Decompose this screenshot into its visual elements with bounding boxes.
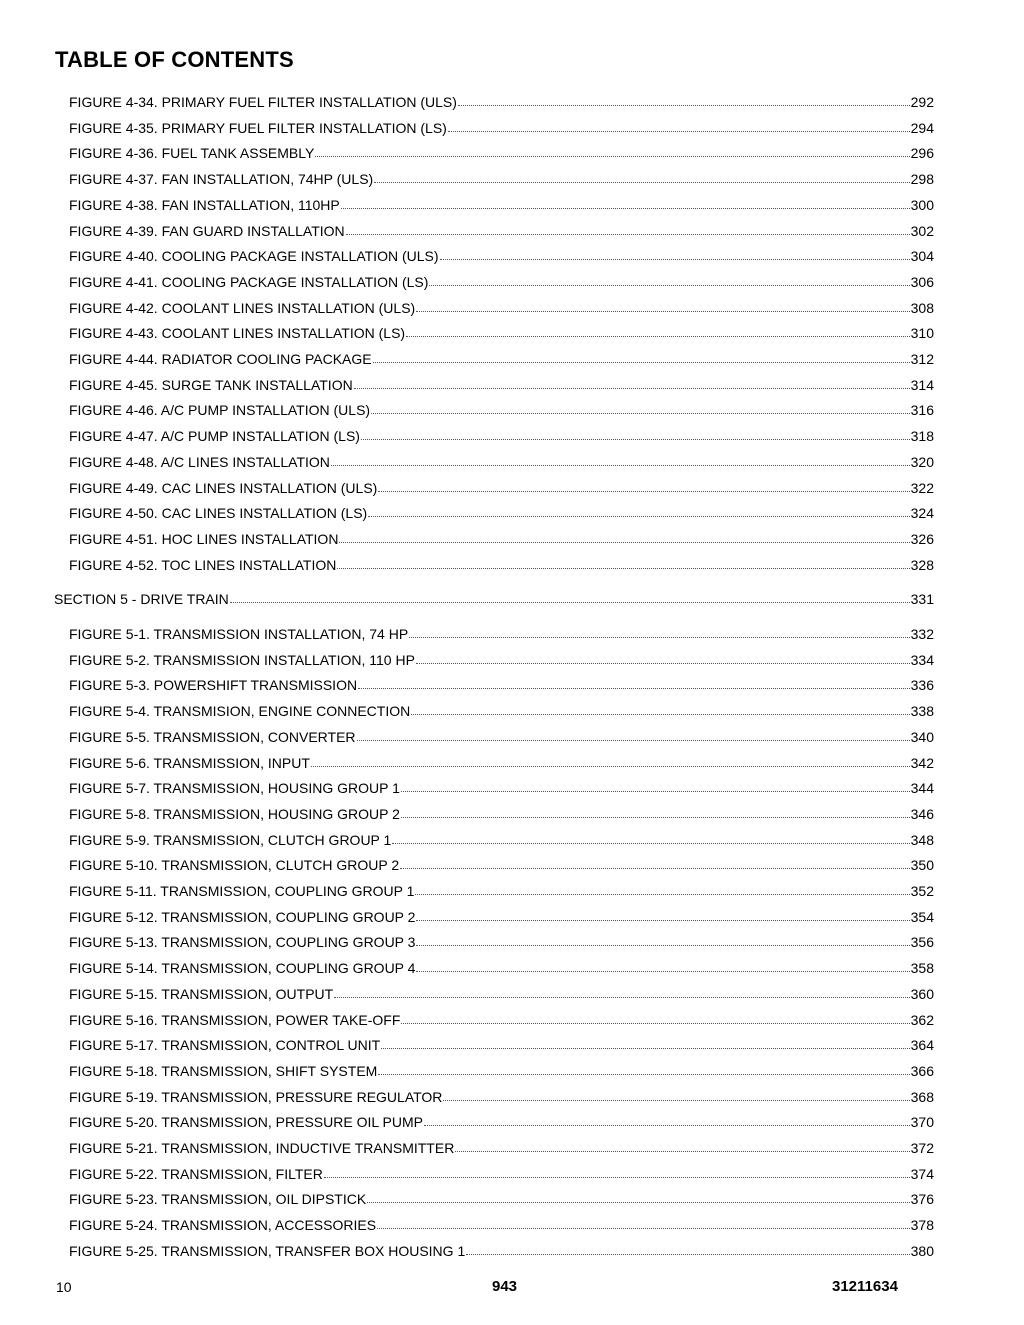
toc-entry-label: FIGURE 4-52. TOC LINES INSTALLATION (69, 556, 337, 573)
toc-figure-entry[interactable] (69, 832, 934, 848)
toc-entry-page: 354 (910, 908, 934, 925)
dot-leader (373, 351, 910, 363)
toc-entry-page: 362 (910, 1011, 934, 1028)
toc-entry-page: 352 (910, 883, 934, 899)
toc-figure-entry[interactable] (69, 1217, 934, 1233)
dot-leader (409, 626, 909, 638)
toc-entry-page: 314 (910, 376, 934, 393)
toc-entry-label: FIGURE 5-24. TRANSMISSION, ACCESSORIES (69, 1217, 377, 1234)
dot-leader (337, 557, 909, 569)
toc-entry-label: FIGURE 5-1. TRANSMISSION INSTALLATION, 74 HP (69, 626, 409, 642)
toc-figure-entry[interactable] (69, 94, 934, 110)
dot-leader (354, 377, 910, 389)
toc-entry-label: FIGURE 4-42. COOLANT LINES INSTALLATION (ULS) (69, 299, 416, 316)
toc-entry-page: 312 (910, 351, 934, 367)
toc-figure-entry[interactable] (69, 1114, 934, 1130)
toc-entry-page: 300 (910, 196, 934, 213)
toc-entry-page: 302 (910, 222, 934, 239)
dot-leader (377, 1217, 910, 1229)
dot-leader (411, 703, 909, 715)
dot-leader (401, 806, 910, 818)
toc-figure-entry[interactable] (69, 883, 934, 899)
toc-figure-entry[interactable] (69, 986, 934, 1002)
dot-leader (378, 480, 909, 492)
toc-entry-label: FIGURE 4-49. CAC LINES INSTALLATION (ULS) (69, 479, 378, 496)
dot-leader (455, 1140, 909, 1152)
toc-entry-label: FIGURE 5-14. TRANSMISSION, COUPLING GROUP 4 (69, 960, 416, 977)
dot-leader (424, 1114, 910, 1126)
toc-figure-entry[interactable] (69, 909, 934, 925)
toc-entry-label: FIGURE 4-45. SURGE TANK INSTALLATION (69, 376, 353, 393)
toc-entry-page: 322 (910, 479, 934, 496)
toc-figure-entry[interactable] (69, 274, 934, 290)
toc-figure-entry[interactable] (69, 729, 934, 745)
toc-figure-entry[interactable] (69, 1140, 934, 1156)
dot-leader (401, 1012, 909, 1024)
toc-entry-page: 336 (910, 677, 934, 694)
dot-leader (361, 428, 910, 440)
toc-entry-label: FIGURE 4-48. A/C LINES INSTALLATION (69, 453, 330, 470)
toc-entry-page: 370 (910, 1114, 934, 1131)
dot-leader (443, 1089, 909, 1101)
toc-entry-label: FIGURE 5-7. TRANSMISSION, HOUSING GROUP 1 (69, 780, 400, 797)
dot-leader (406, 325, 910, 337)
toc-entry-page: 346 (910, 805, 934, 822)
toc-entry-page: 296 (910, 145, 934, 162)
toc-figure-entry[interactable] (69, 1063, 934, 1079)
toc-entry-page: 331 (910, 591, 934, 608)
toc-entry-page: 310 (910, 325, 934, 342)
toc-figure-entry[interactable] (69, 248, 934, 264)
toc-entry-page: 338 (910, 703, 934, 720)
toc-figure-entry[interactable] (69, 171, 934, 187)
toc-entry-page: 366 (910, 1062, 934, 1079)
toc-entry-label: FIGURE 4-36. FUEL TANK ASSEMBLY (69, 145, 315, 162)
dot-leader (378, 1063, 909, 1075)
toc-figure-entry[interactable] (69, 1012, 934, 1028)
toc-entry-label: FIGURE 4-43. COOLANT LINES INSTALLATION (LS) (69, 325, 406, 342)
toc-entry-page: 378 (910, 1217, 934, 1234)
toc-figure-entry[interactable] (69, 402, 934, 418)
dot-leader (331, 454, 910, 466)
toc-figure-entry[interactable] (69, 377, 934, 393)
toc-entry-page: 358 (910, 960, 934, 977)
dot-leader (315, 145, 909, 157)
dot-leader (392, 832, 909, 844)
dot-leader (400, 857, 910, 869)
toc-figure-entry[interactable] (69, 780, 934, 796)
dot-leader (381, 1037, 909, 1049)
toc-entry-label: FIGURE 5-19. TRANSMISSION, PRESSURE REGULATOR (69, 1088, 443, 1105)
toc-figure-entry[interactable] (69, 300, 934, 316)
toc-entry-page: 326 (910, 530, 934, 547)
toc-entry-page: 324 (910, 505, 934, 522)
dot-leader (357, 729, 910, 741)
toc-figure-entry[interactable] (69, 325, 934, 341)
toc-entry-page: 344 (910, 780, 934, 797)
dot-leader (339, 531, 909, 543)
dot-leader (374, 171, 909, 183)
toc-figure-entry[interactable] (69, 351, 934, 367)
toc-figure-entry[interactable] (69, 454, 934, 470)
toc-entry-label: FIGURE 5-17. TRANSMISSION, CONTROL UNIT (69, 1037, 381, 1054)
dot-leader (415, 883, 909, 895)
toc-figure-entry[interactable] (69, 703, 934, 719)
footer-sheet-number: 943 (492, 1278, 518, 1295)
toc-entry-label: FIGURE 5-11. TRANSMISSION, COUPLING GROUP 1 (69, 883, 415, 899)
toc-figure-entry[interactable] (69, 1243, 934, 1259)
toc-entry-label: FIGURE 4-38. FAN INSTALLATION, 110HP (69, 196, 340, 213)
toc-entry-page: 328 (910, 556, 934, 573)
toc-entry-label: FIGURE 5-12. TRANSMISSION, COUPLING GROUP 2 (69, 908, 416, 925)
toc-entry-label: FIGURE 4-51. HOC LINES INSTALLATION (69, 530, 339, 547)
toc-figure-entry[interactable] (69, 1037, 934, 1053)
toc-figure-entry[interactable] (69, 626, 934, 642)
toc-entry-label: FIGURE 4-40. COOLING PACKAGE INSTALLATION (ULS) (69, 248, 439, 265)
toc-figure-entry[interactable] (69, 531, 934, 547)
toc-figure-entry[interactable] (69, 557, 934, 573)
toc-entry-page: 318 (910, 428, 934, 445)
toc-entry-label: FIGURE 5-8. TRANSMISSION, HOUSING GROUP 2 (69, 805, 400, 822)
toc-entry-label: FIGURE 5-9. TRANSMISSION, CLUTCH GROUP 1 (69, 831, 392, 848)
toc-entry-label: FIGURE 4-46. A/C PUMP INSTALLATION (ULS) (69, 402, 371, 419)
dot-leader (416, 300, 909, 312)
toc-entry-page: 364 (910, 1037, 934, 1054)
toc-section-entry[interactable] (54, 591, 934, 607)
toc-figure-entry[interactable] (69, 505, 934, 521)
toc-entry-label: FIGURE 5-10. TRANSMISSION, CLUTCH GROUP 2 (69, 857, 400, 874)
toc-entry-label: FIGURE 5-16. TRANSMISSION, POWER TAKE-OFF (69, 1011, 401, 1028)
toc-figure-entry[interactable] (69, 428, 934, 444)
dot-leader (429, 274, 909, 286)
toc-entry-page: 376 (910, 1191, 934, 1208)
dot-leader (416, 652, 910, 664)
page-title: TABLE OF CONTENTS (55, 47, 294, 72)
toc-entry-label: FIGURE 4-41. COOLING PACKAGE INSTALLATION (LS) (69, 273, 429, 290)
toc-entry-label: FIGURE 5-15. TRANSMISSION, OUTPUT (69, 985, 334, 1002)
toc-entry-page: 356 (910, 934, 934, 951)
toc-entry-label: FIGURE 5-2. TRANSMISSION INSTALLATION, 110 HP (69, 651, 415, 668)
toc-entry-label: FIGURE 4-47. A/C PUMP INSTALLATION (LS) (69, 428, 360, 445)
toc-figure-entry[interactable] (69, 677, 934, 693)
dot-leader (448, 120, 910, 132)
toc-entry-page: 332 (910, 626, 934, 642)
dot-leader (466, 1243, 909, 1255)
toc-figure-entry[interactable] (69, 1166, 934, 1182)
toc-entry-page: 350 (910, 857, 934, 874)
toc-entry-page: 308 (910, 299, 934, 316)
toc-entry-label: FIGURE 4-50. CAC LINES INSTALLATION (LS) (69, 505, 368, 522)
footer-page-number: 10 (56, 1279, 72, 1295)
toc-entry-label: FIGURE 4-39. FAN GUARD INSTALLATION (69, 222, 345, 239)
dot-leader (341, 197, 910, 209)
toc-figure-entry[interactable] (69, 652, 934, 668)
toc-figure-entry[interactable] (69, 480, 934, 496)
toc-figure-entry[interactable] (69, 145, 934, 161)
toc-entry-label: FIGURE 5-6. TRANSMISSION, INPUT (69, 754, 310, 771)
toc-entry-page: 348 (910, 831, 934, 848)
toc-entry-page: 342 (910, 754, 934, 771)
toc-entry-label: FIGURE 5-25. TRANSMISSION, TRANSFER BOX HOUSING 1 (69, 1242, 466, 1259)
toc-entry-page: 368 (910, 1088, 934, 1105)
dot-leader (324, 1166, 910, 1178)
toc-entry-label: FIGURE 4-35. PRIMARY FUEL FILTER INSTALLATION (LS) (69, 119, 447, 136)
dot-leader (440, 248, 910, 260)
toc-entry-page: 340 (910, 728, 934, 745)
toc-figure-entry[interactable] (69, 223, 934, 239)
toc-entry-page: 316 (910, 402, 934, 419)
toc-entry-page: 320 (910, 453, 934, 470)
toc-entry-page: 380 (910, 1242, 934, 1259)
toc-entry-page: 298 (910, 171, 934, 188)
dot-leader (371, 402, 910, 414)
toc-entry-page: 292 (910, 94, 934, 110)
toc-entry-label: FIGURE 5-21. TRANSMISSION, INDUCTIVE TRANSMITTER (69, 1140, 455, 1156)
toc-entry-label: FIGURE 5-23. TRANSMISSION, OIL DIPSTICK (69, 1191, 367, 1208)
toc-entry-label: SECTION 5 - DRIVE TRAIN (54, 591, 229, 608)
toc-figure-entry[interactable] (69, 755, 934, 771)
toc-entry-label: FIGURE 5-18. TRANSMISSION, SHIFT SYSTEM (69, 1062, 378, 1079)
dot-leader (416, 960, 909, 972)
toc-figure-entry[interactable] (69, 120, 934, 136)
dot-leader (311, 755, 910, 767)
toc-figure-entry[interactable] (69, 934, 934, 950)
toc-entry-page: 360 (910, 985, 934, 1002)
toc-figure-entry[interactable] (69, 857, 934, 873)
dot-leader (368, 505, 909, 517)
toc-figure-entry[interactable] (69, 1191, 934, 1207)
toc-entry-label: FIGURE 5-5. TRANSMISSION, CONVERTER (69, 728, 356, 745)
footer-document-number: 31211634 (832, 1278, 898, 1295)
toc-entry-label: FIGURE 5-3. POWERSHIFT TRANSMISSION (69, 677, 358, 694)
toc-figure-entry[interactable] (69, 960, 934, 976)
toc-entry-label: FIGURE 5-13. TRANSMISSION, COUPLING GROUP 3 (69, 934, 416, 951)
toc-entry-page: 374 (910, 1165, 934, 1182)
toc-entry-label: FIGURE 5-4. TRANSMISION, ENGINE CONNECTION (69, 703, 411, 720)
toc-entry-page: 294 (910, 119, 934, 136)
toc-entry-label: FIGURE 5-22. TRANSMISSION, FILTER (69, 1165, 323, 1182)
toc-entry-page: 372 (910, 1140, 934, 1156)
toc-entry-label: FIGURE 4-44. RADIATOR COOLING PACKAGE (69, 351, 372, 367)
toc-entry-page: 306 (910, 273, 934, 290)
toc-figure-entry[interactable] (69, 806, 934, 822)
dot-leader (230, 591, 910, 603)
dot-leader (416, 934, 909, 946)
toc-figure-entry[interactable] (69, 197, 934, 213)
dot-leader (416, 909, 909, 921)
dot-leader (401, 780, 910, 792)
toc-entry-label: FIGURE 4-37. FAN INSTALLATION, 74HP (ULS) (69, 171, 374, 188)
toc-entry-label: FIGURE 5-20. TRANSMISSION, PRESSURE OIL PUMP (69, 1114, 423, 1131)
dot-leader (367, 1191, 909, 1203)
dot-leader (358, 677, 910, 689)
dot-leader (346, 223, 910, 235)
dot-leader (334, 986, 909, 998)
toc-figure-entry[interactable] (69, 1089, 934, 1105)
toc-entry-label: FIGURE 4-34. PRIMARY FUEL FILTER INSTALLATION (ULS) (69, 94, 457, 110)
toc-entry-page: 304 (910, 248, 934, 265)
toc-entry-page: 334 (910, 651, 934, 668)
dot-leader (458, 94, 910, 106)
